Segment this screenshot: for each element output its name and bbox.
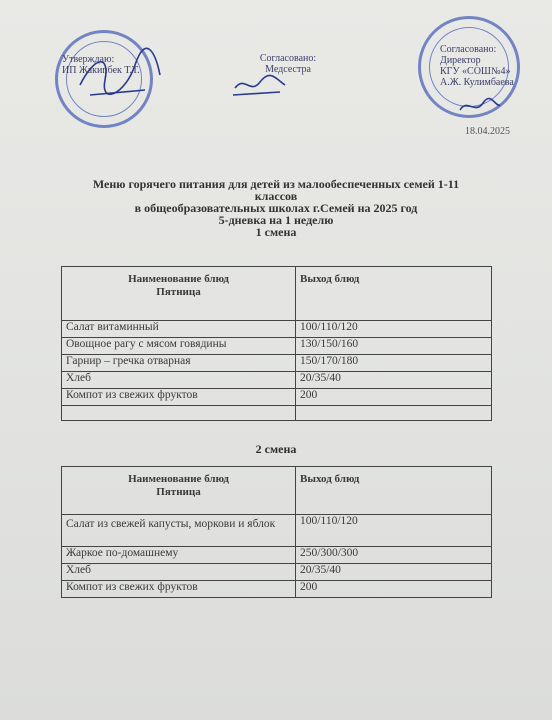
approval-block-right bbox=[440, 44, 550, 88]
table-row bbox=[62, 355, 492, 372]
title-line-5: 1 смена bbox=[255, 225, 297, 239]
menu-table-shift-1 bbox=[61, 266, 492, 421]
document-title bbox=[60, 178, 492, 238]
approval-block-middle bbox=[243, 53, 333, 75]
dish-name: Гарнир – гречка отварная bbox=[62, 355, 296, 372]
dish-name: Салат витаминный bbox=[62, 321, 296, 338]
day-heading: Пятница bbox=[156, 486, 201, 498]
table-row bbox=[62, 321, 492, 338]
school-name: КГУ «СОШ№4» bbox=[440, 66, 511, 77]
dish-name: Хлеб bbox=[62, 564, 296, 581]
dish-name: Овощное рагу с мясом говядины bbox=[62, 338, 296, 355]
document-date: 18.04.2025 bbox=[465, 126, 510, 137]
table-row bbox=[62, 515, 492, 547]
table-header-row bbox=[62, 467, 492, 515]
dish-output: 130/150/160 bbox=[296, 338, 492, 355]
title-line-2: классов bbox=[254, 189, 298, 203]
dish-output: 200 bbox=[296, 389, 492, 406]
dish-output: 200 bbox=[296, 581, 492, 598]
table-row bbox=[62, 338, 492, 355]
dish-name: Жаркое по-домашнему bbox=[62, 547, 296, 564]
menu-table-shift-2 bbox=[61, 466, 492, 598]
dish-output: 250/300/300 bbox=[296, 547, 492, 564]
dish-name: Салат из свежей капусты, моркови и яблок bbox=[62, 515, 296, 547]
empty-cell bbox=[62, 406, 296, 421]
dish-output: 100/110/120 bbox=[296, 321, 492, 338]
dish-name: Компот из свежих фруктов bbox=[62, 389, 296, 406]
day-heading: Пятница bbox=[156, 286, 201, 298]
shift-2-heading: 2 смена bbox=[255, 442, 297, 456]
nurse-label: Медсестра bbox=[265, 64, 311, 75]
dish-name-heading: Наименование блюд bbox=[128, 273, 229, 285]
table-row bbox=[62, 547, 492, 564]
table-header-row bbox=[62, 267, 492, 321]
approval-person: ИП Жакипбек Т.Т. bbox=[62, 65, 140, 76]
table-header-dish bbox=[62, 267, 296, 321]
agreed-label: Согласовано: bbox=[259, 53, 317, 64]
table-header-dish bbox=[62, 467, 296, 515]
table-row bbox=[62, 389, 492, 406]
approval-block-left bbox=[62, 54, 172, 76]
dish-name: Хлеб bbox=[62, 372, 296, 389]
table-header-output: Выход блюд bbox=[296, 467, 492, 515]
title-line-4: 5-дневка на 1 неделю bbox=[218, 213, 334, 227]
dish-name: Компот из свежих фруктов bbox=[62, 581, 296, 598]
director-label: Директор bbox=[440, 55, 481, 66]
director-name: А.Ж. Кулимбаева bbox=[440, 77, 514, 88]
empty-row bbox=[62, 406, 492, 421]
dish-output: 20/35/40 bbox=[296, 372, 492, 389]
agreed-label-right: Согласовано: bbox=[440, 44, 497, 55]
right-signature bbox=[455, 95, 505, 120]
table-row bbox=[62, 372, 492, 389]
title-line-3: в общеобразовательных школах г.Семей на 2025 год bbox=[134, 201, 418, 215]
dish-output: 20/35/40 bbox=[296, 564, 492, 581]
dish-output: 150/170/180 bbox=[296, 355, 492, 372]
empty-cell bbox=[296, 406, 492, 421]
dish-output: 100/110/120 bbox=[296, 515, 492, 547]
approval-label: Утверждаю: bbox=[62, 54, 115, 65]
table-row bbox=[62, 564, 492, 581]
dish-name-heading: Наименование блюд bbox=[128, 473, 229, 485]
table-header-output: Выход блюд bbox=[296, 267, 492, 321]
table-row bbox=[62, 581, 492, 598]
title-line-1: Меню горячего питания для детей из малообеспеченных семей 1-11 bbox=[92, 177, 460, 191]
